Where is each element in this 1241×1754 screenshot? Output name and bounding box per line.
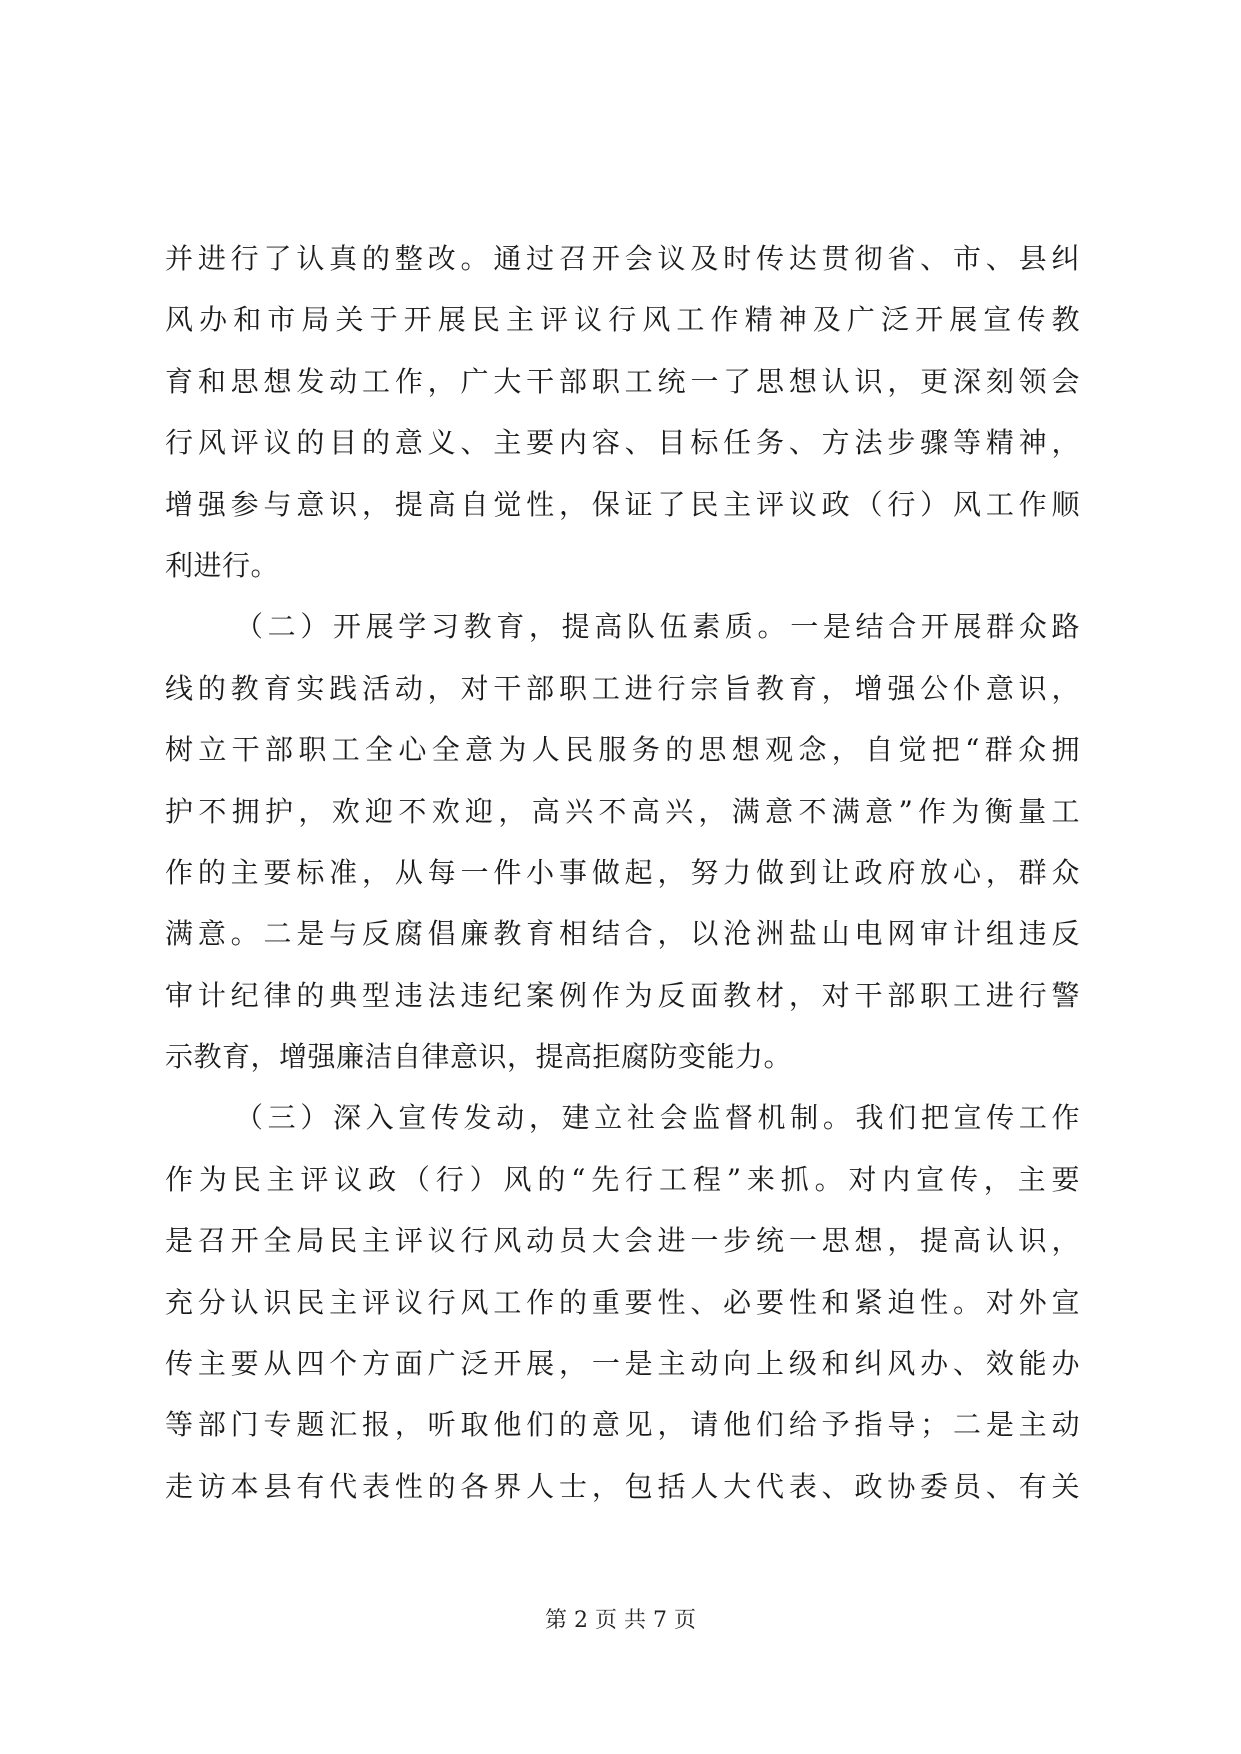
- page-number-footer: 第 2 页 共 7 页: [545, 1608, 696, 1633]
- body-text: [165, 228, 1080, 1517]
- text-line: 传主要从四个方面广泛开展，一是主动向上级和纠风办、效能办: [165, 1347, 1080, 1381]
- text-line: 示教育，增强廉洁自律意识，提高拒腐防变能力。: [165, 1040, 793, 1074]
- text-line: 增强参与意识，提高自觉性，保证了民主评议政（行）风工作顺: [165, 487, 1080, 521]
- text-line: 充分认识民主评议行风工作的重要性、必要性和紧迫性。对外宣: [165, 1285, 1080, 1319]
- text-line: 作为民主评议政（行）风的“先行工程”来抓。对内宣传，主要: [165, 1162, 1080, 1196]
- text-line: 行风评议的目的意义、主要内容、目标任务、方法步骤等精神，: [165, 426, 1080, 460]
- text-line: 等部门专题汇报，听取他们的意见，请他们给予指导；二是主动: [165, 1408, 1080, 1442]
- text-line: 风办和市局关于开展民主评议行风工作精神及广泛开展宣传教: [165, 303, 1080, 337]
- paragraph-heading-line: （三）深入宣传发动，建立社会监督机制。我们把宣传工作: [235, 1101, 1080, 1135]
- text-line: 育和思想发动工作，广大干部职工统一了思想认识，更深刻领会: [165, 364, 1080, 398]
- text-line: 作的主要标准，从每一件小事做起，努力做到让政府放心，群众: [165, 855, 1080, 889]
- text-line: 护不拥护，欢迎不欢迎，高兴不高兴，满意不满意”作为衡量工: [165, 794, 1080, 828]
- text-line: 满意。二是与反腐倡廉教育相结合，以沧洲盐山电网审计组违反: [165, 917, 1080, 951]
- text-line: 并进行了认真的整改。通过召开会议及时传达贯彻省、市、县纠: [165, 242, 1080, 275]
- text-line: 走访本县有代表性的各界人士，包括人大代表、政协委员、有关: [165, 1469, 1080, 1503]
- text-line: 审计纪律的典型违法违纪案例作为反面教材，对干部职工进行警: [165, 978, 1080, 1012]
- text-line: 线的教育实践活动，对干部职工进行宗旨教育，增强公仆意识，: [165, 671, 1080, 705]
- text-line: 是召开全局民主评议行风动员大会进一步统一思想，提高认识，: [165, 1224, 1080, 1258]
- text-line: 利进行。: [165, 548, 280, 582]
- text-line: 树立干部职工全心全意为人民服务的思想观念，自觉把“群众拥: [165, 733, 1080, 767]
- paragraph-heading-line: （二）开展学习教育，提高队伍素质。一是结合开展群众路: [235, 610, 1080, 644]
